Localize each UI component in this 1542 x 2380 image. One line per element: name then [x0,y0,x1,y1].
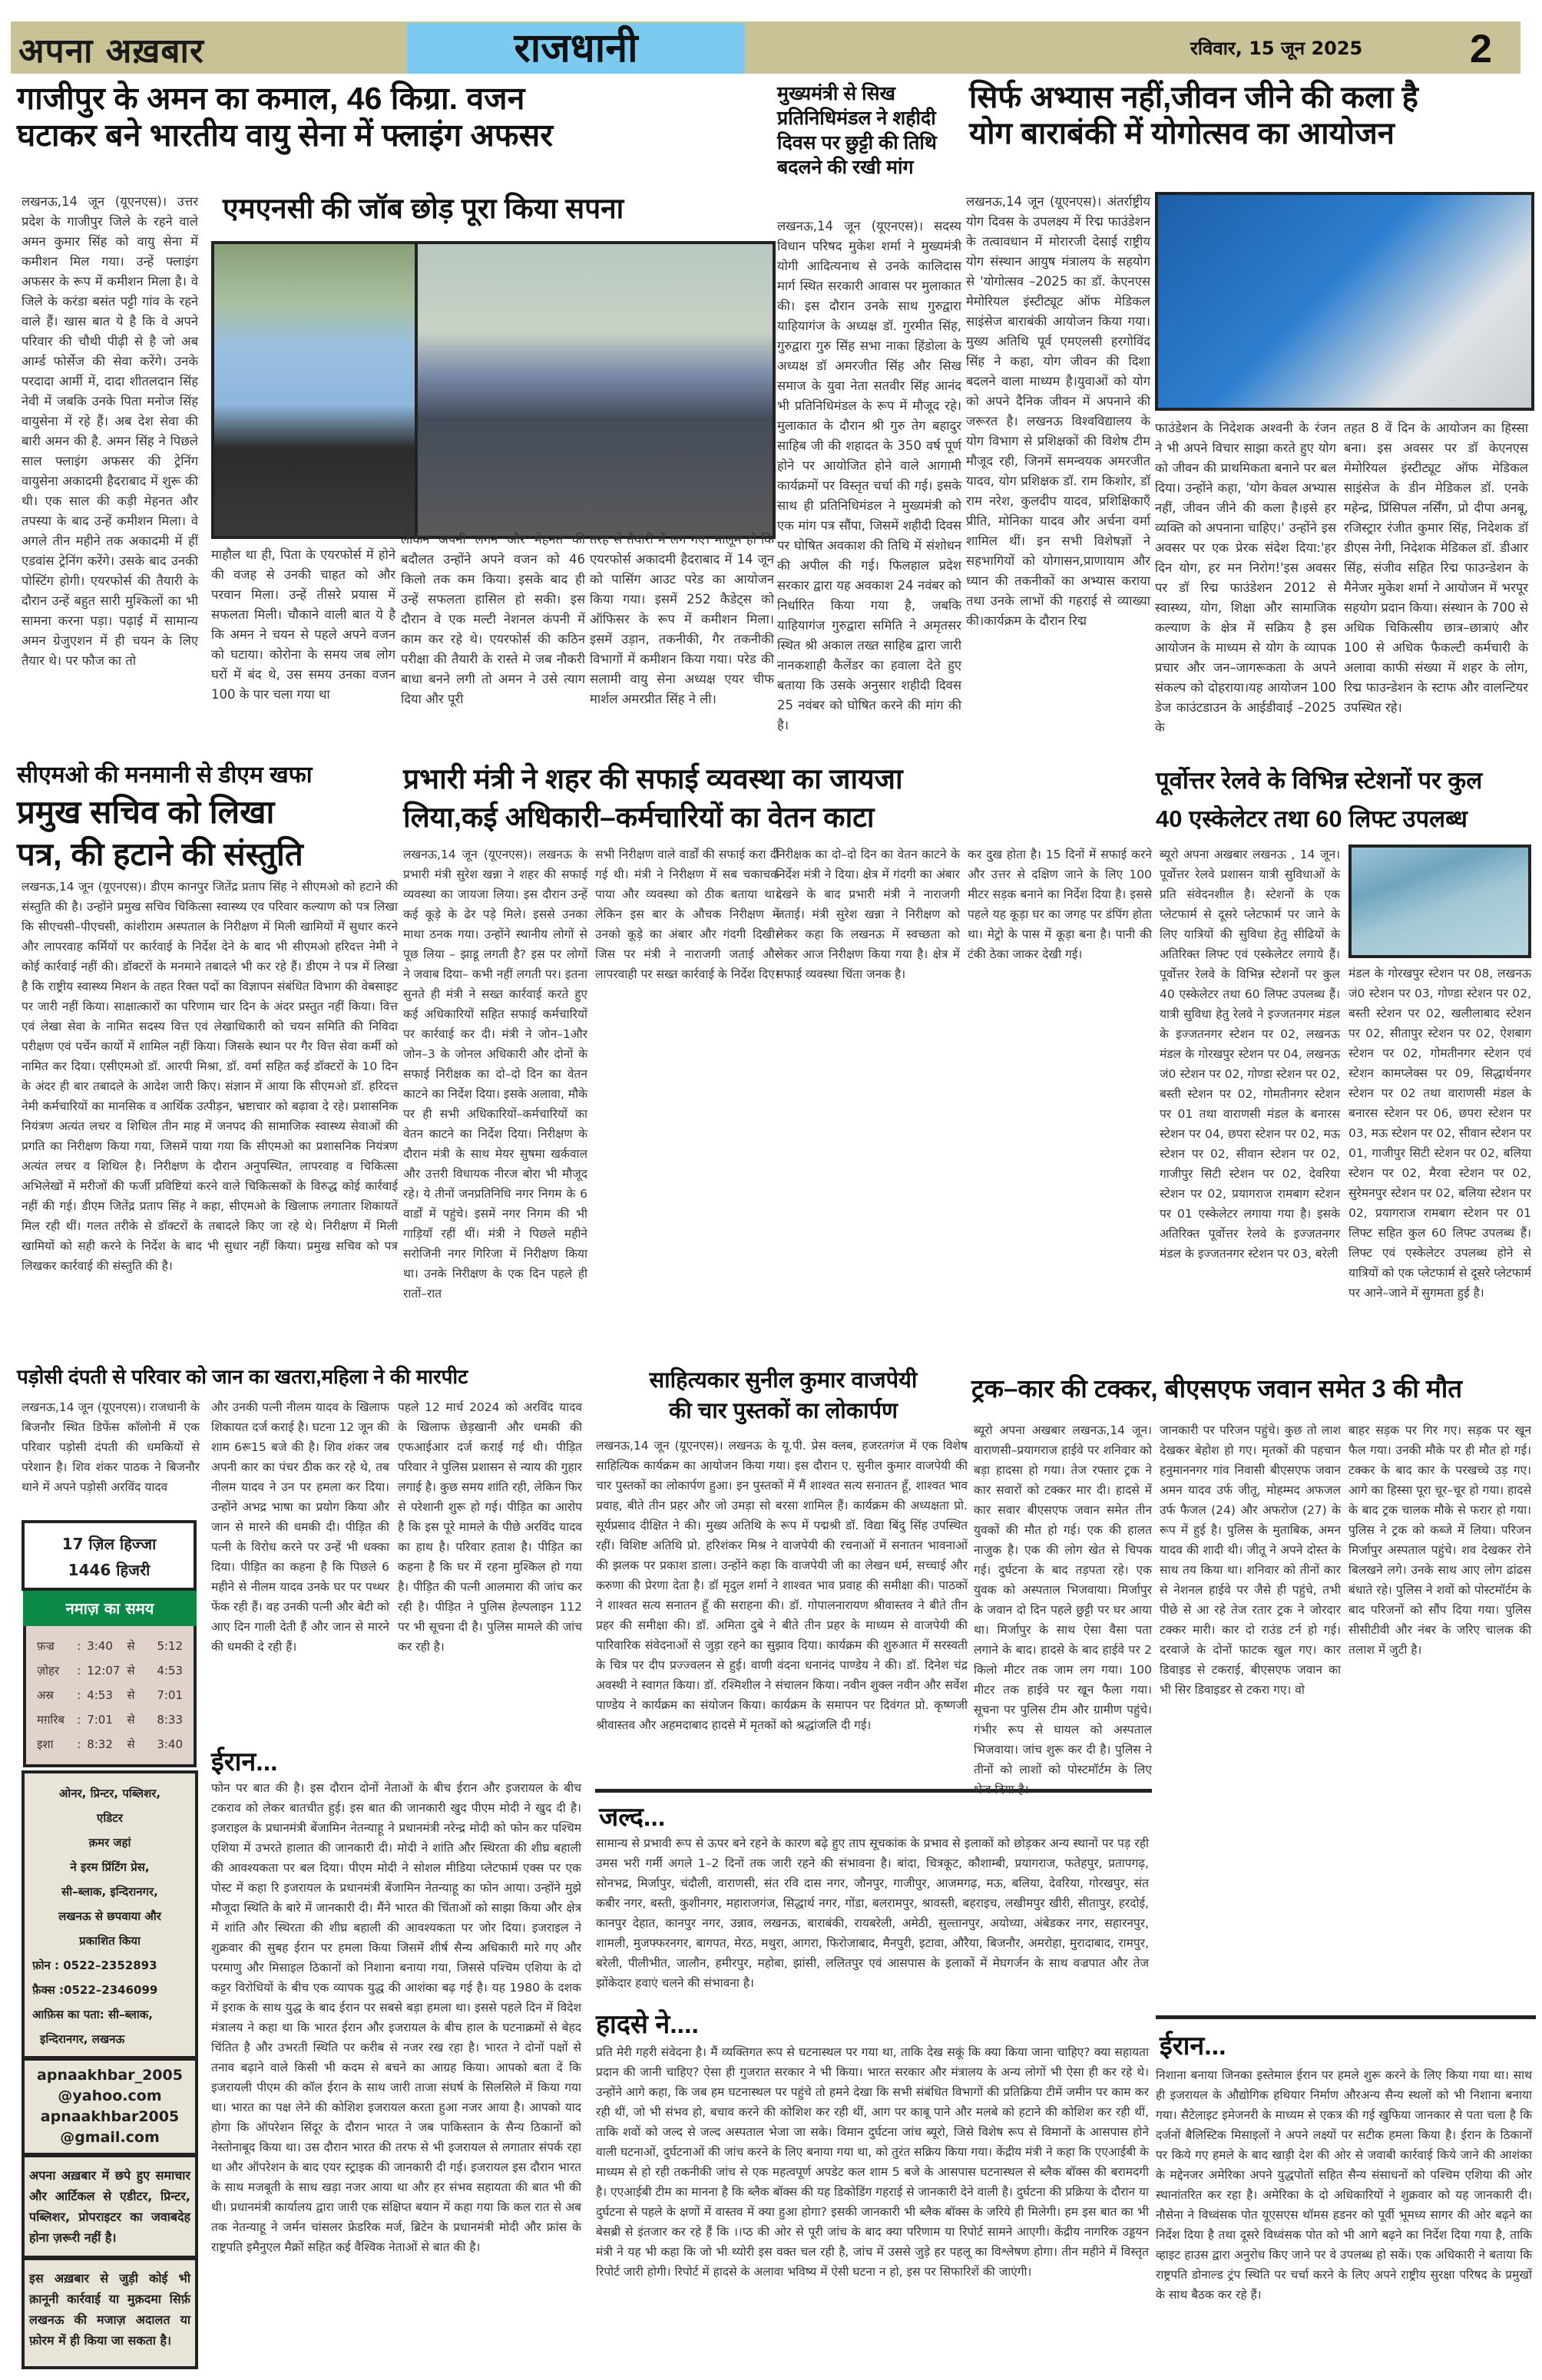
email-yahoo-user: apnaakhbar_2005 [37,2067,183,2084]
minister-col1: लखनऊ,14 जून (यूएनएस)। लखनऊ के प्रभारी मंत्री सुरेश खन्ना ने शहर की सफाई व्यवस्था का जायजा लिया। इस दौरान उन्हें कई कूड़े के ढेर पड़े मिले। इससे उनका माथा ठनक गया। उन्होंने स्थानीय लोगों से पूछ लिया – झाडू लगती है? इस पर लोगों ने जवाब दिया– कभी नहीं लगती पर। इतना सुनते ही मंत्री ने सख्त कार्रवाई करते हुए कई अधिकारियों सहित सफाई कर्मचारियों पर कार्रवाई कर दी। मंत्री ने जोन–1और जोन–3 के जोनल अधिकारी और दोनों के सफाई निरीक्षक का दो–दो दिन का वेतन काटने का निर्देश दिया। इसके अलावा, मौके पर ही सभी अधिकारियों–कर्मचारियों का वेतन काटने का निर्देश दिया। निरीक्षण के दौरान मंत्री के साथ मेयर सुषमा खर्कवाल और उत्तरी विधायक नीरज बोरा भी मौजूद रहे। ये तीनों जनप्रतिनिधि नगर निगम के 6 वार्डों में पहुंचे। इसमें नगर निगम की भी गाड़ियाँ रहीं थीं। मंत्री ने पिछले महीने सरोजिनी नगर गिरिजा में निरीक्षण किया था। उनके निरीक्षण के एक दिन पहले ही रातों–रात [403,848,587,1301]
prayer-from: 8:32 [87,1737,113,1751]
yoga-headline-line1: सिर्फ अभ्यास नहीं,जीवन जीने की कला है [969,81,1418,114]
sikh-body: लखनऊ,14 जून (यूएनएस)। सदस्य विधान परिषद मुकेश शर्मा ने मुख्यमंत्री योगी आदित्यनाथ से उनके कालिदास मार्ग स्थित सरकारी आवास पर मुलाकात की। इस दौरान उनके साथ गुरुद्वारा याहियागंज के अध्यक्ष डॉ. गुरमीत सिंह, गुरुद्वारा गुरु सिंह सभा नाका हिंडोला के अध्यक्ष डॉ अमरजीत सिंह और सिख समाज के युवा नेता सतवीर सिंह आनंद भी प्रतिनिधिमंडल के रूप में मौजूद रहे। मुलाकात के दौरान श्री गुरु तेग बहादुर साहिब जी की शहादत के 350 वर्ष पूर्ण होने पर आयोजित होने वाले आगामी कार्यक्रमों पर विस्तृत चर्चा की गई। इसके साथ ही प्रतिनिधिमंडल ने मुख्यमंत्री को एक मांग पत्र सौंपा, जिसमें शहीदी दिवस पर घोषित अवकाश की तिथि में संशोधन की अपील की गई। फिलहाल प्रदेश सरकार द्वारा यह अवकाश 24 नवंबर को निर्धारित किया गया है, जबकि याहियागंज गुरुद्वारा समिति ने अमृतसर स्थित श्री अकाल तख्त साहिब द्वारा जारी नानकशाही कैलेंडर का हवाला देते हुए बताया कि उसके अनुसार शहीदी दिवस 25 नवंबर को घोषित करने की मांग की है। [777,219,961,732]
jurisdiction-notice: इस अख़बार से जुड़ी कोई भी क़ानूनी कार्रवाई या मुक़दमा सिर्फ़ लखनऊ की मजाज़ अदालत या फ़ोरम में ही किया जा सकता है। [29,2271,190,2348]
prayer-to: 4:53 [157,1664,183,1678]
imprint-office-city: इन्दिरानगर, लखनऊ [40,2032,125,2046]
prayer-row: ज़ोहर : 12:07 से 4:53 [37,1658,183,1683]
iran-continuation-body: फोन पर बात की है। इस दौरान दोनों नेताओं के बीच ईरान और इजरायल के बीच टकराव को लेकर बातचीत हुई। इस बात की जानकारी खुद पीएम मोदी ने खुद दी है। इजराइल के प्रधानमंत्री बेंजामिन नेतन्याहू ने प्रधानमंत्री नरेन्द्र मोदी को फोन कर पश्चिम एशिया में उभरते हालात की जानकारी दी। मोदी ने शांति और स्थिरता की शीघ्र बहाली की आवश्यकता पर बल दिया। पीएम मोदी ने सोशल मीडिया प्लेटफार्म एक्स पर एक पोस्ट में कहा रि इजरायल के प्रधानमंत्री बेंजामिन नेतन्याहू का फोन आया। उन्होंने मुझे मौजूदा स्थिति के बारे में जानकारी दी। मैंने भारत की चिंताओं को साझा किया और क्षेत्र में शांति और स्थिरता की शीघ्र बहाली की आवश्यकता पर जोर दिया। इजराइल ने शुक्रवार की सुबह ईरान पर हमला किया जिसमें शीर्ष सैन्य अधिकारी मारे गए और परमाणु और मिसाइल ठिकानों को निशाना बनाया गया, जिससे पश्चिम एशिया के दो कट्टर विरोधियों के बीच एक व्यापक युद्ध की आशंका बढ़ गई है। यह 1980 के दशक में इराक के साथ युद्ध के बाद ईरान पर सबसे बड़ा हमला था। इससे पहले दिन में विदेश मंत्रालय ने कहा था कि भारत ईरान और इजरायल के बीच हाल के घटनाक्रमों से बेहद चिंतित है और उभरती स्थिति पर करीब से नजर रख रहा है। भारत ने दोनों पक्षों से तनाव बढ़ाने वाले किसी भी कदम से बचने का आग्रह किया। आपको बता दें कि इजरायली पीएम की कॉल ईरान के साथ जारी ताजा संघर्ष के सिलसिले में किया गया था। भारत का पक्ष लेने की कोशिश इजरायल करता हुआ नजर आया है। आपको याद होगा कि ऑपरेशन सिंदूर के दौरान भारत ने जब पाकिस्तान के सैन्य ठिकानों को नेस्तोनाबूद किया था। उस दौरान भारत की तरफ से भी इजरायल से लगातार संपर्क रहा था और ऑपरेशन के बाद एयर स्ट्राइक की जानकारी दी गई। इजरायल इस दौरान भारत के साथ मजबूती के साथ खड़ा नजर आया था और हर संभव सहायता की बात भी की थी। प्रधानमंत्री कार्यालय द्वारा जारी एक संक्षिप्त बयान में कहा गया कि कल रात से अब तक नेतन्याहू ने जर्मन चांसलर फ्रेडरिक मर्ज, ब्रिटेन के प्रधानमंत्री मोदी और फ्रांस के राष्ट्रपति इमैनुएल मैक्रों सहित कई वैश्विक नेताओं से बात की है। [211,1781,581,2254]
yoga-col3: तहत 8 वें दिन के आयोजन का हिस्सा बना। इस अवसर पर डॉ केएनएस मेमोरियल इंस्टीट्यूट ऑफ मेडिकल साइंसेज के डीन मेडिकल डॉ. एनके महेन्द्र, प्रिंसिपल नर्सिंग, प्रो दीपा अनबू, रजिस्ट्रार रंजीत कुमार सिंह, निदेशक डॉ डीएस नेगी, निदेशक मेडिकल डॉ. डीआर सिंह, संजीव सहित रिद्म फाउन्डेशन के मैनेजर मुकेश शर्मा ने आयोजन में भरपूर सहयोग प्रदान किया। संस्थान के 700 से अधिक चिकित्सीय छात्र–छात्राएं और 100 से अधिक फैकल्टी कर्मचारी के अलावा काफी संख्या में शहर के लोग, रिद्म फाउन्डेशन के स्टाफ और वालन्टियर उपस्थित रहे। [1344,421,1528,715]
imprint-divider [22,2153,198,2157]
namaz-title: नमाज़ का समय [23,1591,197,1626]
iran-continuation-label: ईरान... [211,1747,278,1777]
cmo-headline-line2: प्रमुख सचिव को लिखा [17,794,275,830]
newspaper-name: अपना अख़बार [18,31,204,71]
airforce-subhead: एमएनसी की जॉब छोड़ पूरा किया सपना [223,193,624,224]
imprint-owner-name: क़मर जहां [88,1836,131,1849]
section-divider [595,1789,1152,1793]
prayer-name: अस्र [37,1688,54,1702]
prayer-se: से [127,1639,135,1653]
minister-col4: कर दुख होता है। 15 दिनों में सफाई करने और उत्तर से दक्षिण जाने के लिए 100 मीटर सड़क बनाने का निर्देश दिया है। इससे पहले यह कूड़ा घर का जगह पर डंपिंग होता था। मेट्रो के पास में कूड़ा बना है। पानी की टंकी ठेका जाकर देखी गई। [968,848,1152,961]
email-gmail-user: apnaakhbar2005 [40,2108,180,2125]
minister-headline [403,760,1171,837]
truck-col3: बाहर सड़क पर गिर गए। सड़क पर खून फैल गया। उनकी मौके पर ही मौत हो गई। टक्कर के बाद कार के परखच्चे उड़ गए। आगे का हिस्सा पूरा चूर–चूर हो गया। हादसे के बाद ट्रक चालक मौके से फरार हो गया। पुलिस ने ट्रक को कब्जे में लिया। परिजन मिर्जापुर अस्पताल पहुंचे। शव देखकर रोने बिलखने लगे। उनके साथ आए लोग ढांढस बंधाते रहे। पुलिस ने शवों को पोस्टमॉर्टम के बाद परिजनों को सौंप दिया गया। पुलिस सीसीटीवी और नंबर के जरिए चालक की तलाश में जुटी है। [1348,1423,1531,1657]
imprint-roles: ओनर, प्रिन्टर, पब्लिशर, [58,1787,161,1800]
prayer-name: इशा [37,1737,54,1751]
hijri-year: 1446 हिजरी [68,1561,151,1579]
hadse-continuation-label: हादसे ने.... [596,2010,699,2039]
station-escalator-photo [1348,845,1531,958]
prayer-name: मग़रिब [37,1713,65,1727]
truck-col2: जानकारी पर परिजन पहुंचे। कुछ तो लाश देखकर बेहोश हो गए। मृतकों की पहचान हनुमाननगर गांव निवासी बीएसएफ जवान अमन यादव उर्फ जीतू, मोहम्मद अफजल उर्फ फैजल (24) और अफरोज (27) के रूप में हुई है। पुलिस के मुताबिक, अमन यादव की शादी थी। जीतू ने अपने दोस्त के साथ तय किया था। शनिवार को तीनों कार से नेशनल हाईवे पर जैसे ही पहुंचे, तभी पीछे से आ रहे तेज रतार ट्रक ने जोरदार टक्कर मारी। कार दो राउंड टर्न हो गई। दरवाजे के दोनों फाटक खुल गए। कार डिवाइड से टकराई, बीएसएफ जवान का भी सिर डिवाइडर से टकरा गए। वो [1160,1423,1341,1697]
minister-col2: सभी निरीक्षण वाले वार्डों की सफाई करा दी गई थी। मंत्री ने निरीक्षण में सब चकाचक पाया और व्यवस्था को ठीक बताया था। लेकिन इस बार के औचक निरीक्षण में उनको कूड़े का अंबार और गंदगी दिखी। जिस पर मंत्री ने नाराजगी जताई और लापरवाही पर सख्त कार्रवाई के निर्देश दिए। [595,848,779,981]
railway-col1: ब्यूरो अपना अखबार लखनऊ , 14 जून। पूर्वोत्तर रेलवे प्रशासन यात्री सुविधाओं के प्रति संवेदनशील है। स्टेशनों के एक प्लेटफार्म से दूसरे प्लेटफार्म पर जाने के लिए यात्रियों की सुविधा हेतु सीढियों के अतिरिक्त लिफ्ट एवं एस्केलेटर लगाये हैं। पूर्वोत्तर रेलवे के विभिन्न स्टेशनों पर कुल 40 एस्केलेटर तथा 60 लिफ्ट उपलब्ध हैं। यात्री सुविधा हेतु रेलवे ने इज्जतनगर मंडल के इज्जतनगर स्टेशन पर 02, लखनऊ मंडल के गोरखपुर स्टेशन पर 04, लखनऊ जं0 स्टेशन पर 02, गोण्डा स्टेशन पर 02, बस्ती स्टेशन पर 02, गोमतीनगर स्टेशन पर 01 तथा वाराणसी मंडल के बनारस स्टेशन पर 04, छपरा स्टेशन पर 02, मऊ स्टेशन पर 02, सीवान स्टेशन पर 02, गाजीपुर सिटी स्टेशन पर 02, देवरिया स्टेशन पर 02, प्रयागराज रामबाग स्टेशन पर 01 एस्केलेटर लगाया गया है। इसके अतिरिक्त पूर्वोत्तर रेलवे के इज्जतनगर मंडल के इज्जतनगर स्टेशन पर 03, बरेली [1160,848,1340,1261]
yoga-headline-line2: योग बाराबंकी में योगोत्सव का आयोजन [969,117,1395,151]
yoga-col2: फाउंडेशन के निदेशक अश्वनी के रंजन ने भी अपने विचार साझा करते हुए योग को जीवन की प्राथमिकता बनाने पर बल दिया। उन्होंने कहा, 'योग केवल अभ्यास नहीं, जीवन जीने की कला है।इसे हर व्यक्ति को अपनाना चाहिए।' उन्होंने इस अवसर पर एक प्रेरक संदेश दिया:'हर दिन योग, हर मन निरोग!'इस अवसर पर डॉ रिद्म फाउंडेशन 2012 से स्वास्थ्य, योग, शिक्षा और सामाजिक कल्याण के क्षेत्र में सक्रिय है इस आयोजन के माध्यम से योग के व्यापक प्रचार और जन–जागरूकता के अपने संकल्प को दोहराया।यह आयोजन 100 डेज काउंटडाउन के आईडीवाई –2025 के [1155,421,1336,735]
prayer-row: मग़रिब : 7:01 से 8:33 [37,1707,183,1732]
prayer-to: 3:40 [157,1737,183,1751]
books-headline-line1: साहित्यकार सुनील कुमार वाजपेयी [649,1368,918,1393]
issue-date: रविवार, 15 जून 2025 [1190,38,1363,59]
airforce-family-photo [415,241,776,539]
email-gmail-domain: @gmail.com [60,2129,160,2146]
airforce-col1: लखनऊ,14 जून (यूएनएस)। उत्तर प्रदेश के गाजीपुर जिले के रहने वाले अमन कुमार सिंह को वायु सेना में कमीशन मिल गया। उन्हें फ्लाइंग अफसर के रूप में कमीशन मिला है। वे जिले के करंडा बसंत पट्टी गांव के रहने वाले हैं। खास बात ये है कि वे अपने परिवार की चौथी पीढ़ी से है जो अब आर्म्ड फोर्सेज की सेवा करेंगे। उनके परदादा आर्मी में, दादा शीतलदान सिंह नेवी में जबकि उनके पिता मनोज सिंह वायुसेना में रहे हैं। अब देश सेवा की बारी अमन की है. अमन सिंह ने पिछले साल फ्लाइंग अफसर की ट्रेनिंग वायुसेना अकादमी हैदराबाद में शुरू की थी। एक साल की कड़ी मेहनत और तपस्या के बाद उन्हें कमीशन मिला। वे अगले तीन महीने तक अकादमी में हीं एडवांस ट्रेनिंग करेंगे। उसके बाद उनकी पोस्टिंग होगी। एयरफोर्स की तैयारी के दौरान उन्हें बहुत सारी मुश्किलों का भी सामना करना पड़ा। पढ़ाई में सामान्य अमन ग्रेजुएशन में ही चयन के लिए तैयार थे। पर फौज का तो [22,194,198,668]
yoga-headline [969,80,1530,152]
airforce-col4: तरह से तैयारी में लग गए। मालूम हो कि एयरफोर्स अकादमी हैदराबाद में 14 जून को पासिंग आउट परेड का आयोजन किया गया। इसमें 252 कैडेट्स को ऑफिसर के रूप में कमीशन मिला। इसमें उड़ान, तकनीकी, गैर तकनीकी विभागों में कमीशन किया गया। परेड की सलामी वायु सेना अध्यक्ष एयर चीफ मार्शल अमरप्रीत सिंह ने ली। [590,532,774,706]
cmo-headline-line1: सीएमओ की मनमानी से डीएम खफा [17,762,313,788]
cmo-headline-rest [17,791,401,875]
hadse-continuation-body: प्रति मेरी गहरी संवेदना है। मैं व्यक्तिगत रूप से घटनास्थल पर गया था, ताकि देख सकूं कि क्या किया जाना चाहिए? क्या सहायता प्रदान की जानी चाहिए? ऐसा ही गुजरात सरकार ने भी किया। भारत सरकार और मंत्रालय के अन्य लोगों भी ऐसा ही कर रहे थे। उन्होंने आगे कहा, कि जब हम घटनास्थल पर पहुंचे तो हमने देखा कि सभी संबंधित विभागों की प्रतिक्रिया टीमें जमीन पर काम कर रही थीं, जो भी संभव हो, बचाव करने की कोशिश कर रही थीं, आग पर काबू पाने और मलबे को हटाने की कोशिश कर रही थीं, ताकि शवों को जल्द से जल्द अस्पताल भेजा जा सके। विमान दुर्घटना जांच ब्यूरो, जिसे विशेष रूप से विमानों के आसपास होने वाली घटनाओं, दुर्घटनाओं की जांच करने के लिए बनाया गया था, को तुरंत सक्रिय किया गया। केंद्रीय मंत्री ने कहा कि एएआईबी के माध्यम से हो रही तकनीकी जांच से एक महत्वपूर्ण अपडेट कल शाम 5 बजे के आसपास घटनास्थल से ब्लैक बॉक्स की बरामदगी है। एएआईबी टीम का मानना है कि ब्लैक बॉक्स की यह डिकोडिंग गहराई से जानकारी देने वाली है। दुर्घटना की प्रक्रिया के दौरान या दुर्घटना से पहले के क्षणों में वास्तव में क्या हुआ होगा? इसकी जानकारी भी ब्लैक बॉक्स के जरिये ही मिलेगी। हम इस बात का भी बेसब्री से इंतजार कर रहे हैं कि ।।प्ठ की ओर से पूरी जांच के बाद क्या परिणाम या रिपोर्ट सामने आएगी। केंद्रीय नागरिक उड्डयन मंत्री ने यह भी कहा कि जो भी थ्योरी इस वक्त चल रही है, जांच में उससे जुड़े हर पहलू का विश्लेषण होगा। तीन महीने में विस्तृत रिपोर्ट जारी होगी। रिपोर्ट में हादसे के अलावा भविष्य में ऐसी घटना न हो, इस पर सिफारिशें की जाएंगी। [596,2045,1149,2279]
books-headline [599,1365,968,1426]
section-divider [1156,2015,1536,2019]
prayer-from: 3:40 [87,1639,113,1653]
prayer-se: से [127,1664,135,1678]
airforce-col2: माहौल था ही, पिता के एयरफोर्स में होने की वजह से उनकी चाहत को और परवान मिला। उन्हें तीसरे प्रयास में सफलता मिली। चौकाने वाली बात ये है कि अमन ने चयन से पहले अपने वजन को घटाया। कोरोना के समय जब लोग घरों में बंद थे, उस समय उनका वजन 100 के पार चला गया था [211,547,395,702]
prayer-se: से [127,1713,135,1727]
imprint-press-address: सी–ब्लाक, इन्दिरानगर, [61,1885,158,1899]
books-body: लखनऊ,14 जून (यूएनएस)। लखनऊ के यू.पी. प्रेस क्लब, हजरतगंज में एक विशेष साहित्यिक कार्यक्रम का आयोजन किया गया। इस दौरान ए. सुनील कुमार वाजपेयी की चार पुस्तकों का लोकार्पण हुआ। इन पुस्तकों में मैं शाश्वत सत्य सनातन हूँ, शाश्वत भाव प्रवाह, बीते तीन प्रहर और जो उमड़ा सो बरसा शामिल हैं। कार्यक्रम की अध्यक्षता प्रो. सूर्यप्रसाद दीक्षित ने की। मुख्य अतिथि के रूप में पद्मश्री डॉ. विद्या बिंदु सिंह उपस्थित रहीं। विशिष्ट अतिथि प्रो. हरिशंकर मिश्र ने वाजपेयी की रचनाओं में सनातन भावनाओं की झलक पर प्रकाश डाला। उन्होंने कहा कि वाजपेयी जी का लेखन धर्म, सच्चाई और करुणा की प्रेरणा देता है। डॉ मृदुल शर्मा ने शाश्वत भाव प्रवाह की समीक्षा की। पाठकों ने शाश्वत सत्य सनातन हूँ की सराहना की। डॉ. गोपालनारायण श्रीवास्तव ने बीते तीन प्रहर की समीक्षा की। डॉ. अमिता दुबे ने बीते तीन प्रहर के माध्यम से वाजपेयी की पारिवारिक संवेदनाओं से जुड़ा रहने का सुझाव दिया। कार्यक्रम की शुरुआत में सरस्वती के चित्र पर दीप प्रज्ज्वलन से हुई। वाणी वंदना धनानंद पाण्डेय ने की। डॉ. दिनेश चंद्र अवस्थी ने स्वागत किया। डॉ. रश्मिशील ने संचालन किया। नवीन शुक्ल नवीन और सर्वेश पाण्डेय ने कार्यक्रम का संयोजन किया। कार्यक्रम के समापन पर दिवंगत प्रो. कृष्णजी श्रीवास्तव और अहमदाबाद हादसे में मृतकों को श्रद्धांजलि दी गई। [596,1439,968,1732]
minister-headline-line1: प्रभारी मंत्री ने शहर की सफाई व्यवस्था का जायजा [403,763,903,795]
airforce-headline-line1: गाजीपुर के अमन का कमाल, 46 किग्रा. वजन [17,81,525,116]
cmo-headline-line3: पत्र, की हटाने की संस्तुति [17,836,303,872]
prayer-name: ज़ोहर [37,1664,60,1678]
prayer-name: फ़ज्र [37,1639,55,1653]
prayer-from: 7:01 [87,1713,113,1727]
hijri-date-box [22,1520,197,1591]
prayer-from: 4:53 [87,1688,113,1702]
neighbour-col2: और उनकी पत्नी नीलम यादव के खिलाफ शिकायत दर्ज कराई है। घटना 12 जून की शाम 6रू15 बजे की है। शिव शंकर जब अपनी कार का पंचर ठीक कर रहे थे, तब नीलम यादव ने उन पर हमला कर दिया। उन्होंने अभद्र भाषा का प्रयोग किया और जान से मारने की धमकी दी। पीड़ित की पत्नी के विरोध करने पर उन्हें भी धक्का दिया। पीड़ित का कहना है कि पिछले 6 महीने से नीलम यादव उनके घर पर पथ्थर फेंक रही हैं। वह उनकी पत्नी और बेटी को आए दिन गाली देती हैं और जान से मारने की धमकी दे रही हैं। [211,1400,389,1654]
prayer-row: फ़ज्र : 3:40 से 5:12 [37,1634,183,1658]
airforce-headline [17,80,777,154]
prayer-row: अस्र : 4:53 से 7:01 [37,1683,183,1707]
jald-continuation-label: जल्द... [599,1803,666,1832]
iran2-continuation-label: ईरान... [1160,2031,1226,2061]
imprint-published: प्रकाशित किया [79,1934,141,1948]
page-number: 2 [1470,27,1492,71]
neighbour-headline: पड़ोसी दंपती से परिवार को जान का खतरा,महिला ने की मारपीट [17,1365,468,1388]
imprint-press: ने इरम प्रिंटिंग प्रेस, [70,1860,150,1874]
airforce-headline-line2: घटाकर बने भारतीय वायु सेना में फ्लाइंग अफसर [17,117,553,154]
prayer-se: से [127,1688,135,1702]
truck-col1: ब्यूरो अपना अखबार लखनऊ,14 जून। वाराणसी–प्रयागराज हाईवे पर शनिवार को बड़ा हादसा हो गया। तेज रफ्तार ट्रक ने कार सवारों को टक्कर मार दी। हादसे में कार सवार बीएसएफ जवान समेत तीन युवकों की मौत हो गई। एक की हालत नाजुक है। एक की लोग खेत से चिपक गई। दुर्घटना के बाद तड़पता रहे। एक युवक को अस्पताल भिजवाया। मिर्जापुर के जवान दो दिन पहले छुट्टी पर घर आया था। मिर्जापुर के साथ ऐसा वैसा पता लगाने के बाद। हादसे के बाद हाईवे पर 2 किलो मीटर तक जाम लग गया। 100 मीटर तक हाईवे पर खून फैला गया। सूचना पर पुलिस टीम और ग्रामीण पहुंचे। गंभीर रूप से घायल को अस्पताल भिजवाया। जांच शुरू कर दी है। पुलिस ने तीनों को लाशों को पोस्टमॉर्टम के लिए भेज दिया है। [974,1423,1152,1797]
truck-headline: ट्रक–कार की टक्कर, बीएसएफ जवान समेत 3 की मौत [971,1374,1463,1403]
cmo-body: लखनऊ,14 जून (यूएनएस)। डीएम कानपुर जितेंद्र प्रताप सिंह ने सीएमओ को हटाने की संस्तुति की है। उन्होंने प्रमुख सचिव चिकित्सा स्वास्थ्य एव परिवार कल्याण को पत्र लिखा कि सीएचसी–पीएचसी, कांशीराम अस्पताल के निरीक्षण में मिली खामियों में सुधार करने और लापरवाह कर्मियों पर कार्रवाई के निर्देश देने के बाद भी सीएमओ हरिदत्त नेमी ने कोई कार्रवाई नहीं की। डॉक्टरों के मनमाने तबादले भी कर रहे हैं। डीएम ने पत्र में लिखा है कि राष्ट्रीय स्वास्थ्य मिशन के तहत रिक्त पदों का विज्ञापन संबंधित विभाग की वेबसाइट पर जारी नहीं किया। साक्षात्कारों का परिणाम चार दिन के अंदर प्रस्तुत नहीं किया। वित्त एवं लेखा सेवा के नामित सदस्य वित्त एवं लेखाधिकारी को चयन समिति की निविदा परीक्षण एवं पर्चेन कार्यो में शामिल नहीं किया। जिसके स्थान पर गैर वित्त सेवा कर्मी को नामित कर दिया। एसीएमओ डॉ. आरपी मिश्रा, डॉ. वर्मा सहित कई डॉक्टरों के 10 दिन के अंदर ही बार तबादले के आदेश जारी किए। संज्ञान में आया कि सीएमओ डॉ. हरिदत्त नेमी कर्मचारियों का मानसिक व आर्थिक उत्पीड़न, भ्रष्टाचार को बढ़ावा दे रहे। प्रशासनिक नियंत्रण अत्यंत लचर व शिथिल तीन माह में जनपद की सामाजिक स्वास्थ्य सेवाओं की प्रगति का निरीक्षण किया गया, जिसमें पाया गया कि सीएमओ का प्रशासनिक नियंत्रण अत्यंत लचर व शिथिल है। निरीक्षण के दौरान अनुपस्थित, लापरवाह व चिकित्सा अभिलेखों में मरीजों की फर्जी प्रविष्टियां करने वाले चिकित्सकों के विरुद्ध कोई कार्रवाई नहीं की गई। डीएम जितेंद्र प्रताप सिंह ने कहा, सीएमओ के खिलाफ लगातार शिकायतें मिल रही थीं। गलत तरीके से डॉक्टरों के तबादले किए जा रहे थे। निरीक्षण में मिली खामियों को सही करने के निर्देश के बाद भी सुधार नहीं किया। प्रमुख सचिव को पत्र लिखकर कार्रवाई की संस्तुति की है। [22,880,398,1273]
email-gmail[interactable] [25,2107,195,2148]
airforce-cadets-photo [211,241,419,539]
imprint-box [22,1770,198,2369]
minister-headline-line2: लिया,कई अधिकारी–कर्मचारियों का वेतन काटा [403,802,875,833]
books-headline-line2: की चार पुस्तकों का लोकार्पण [668,1399,898,1423]
imprint-printed: लखनऊ से छपवाया और [58,1909,161,1923]
railway-col2: मंडल के गोरखपुर स्टेशन पर 08, लखनऊ जं0 स्टेशन पर 03, गोण्डा स्टेशन पर 02, बस्ती स्टेशन पर 02, खलीलाबाद स्टेशन पर 02, सीतापुर स्टेशन पर 02, ऐशबाग स्टेशन पर 02, गोमतीनगर स्टेशन एवं स्टेशन कामप्लेक्स पर 09, सिद्धार्थनगर स्टेशन पर 02 तथा वाराणसी मंडल के बनारस स्टेशन पर 06, छपरा स्टेशन पर 03, मऊ स्टेशन पर 02, सीवान स्टेशन पर 01, गाजीपुर सिटी स्टेशन पर 02, बलिया स्टेशन पर 02, मैरवा स्टेशन पर 02, सुरेमनपुर स्टेशन पर 02, बलिया स्टेशन पर 02, प्रयागराज रामबाग स्टेशन पर 01 लिफ्ट सहित कुल 60 लिफ्ट उपलब्ध हैं। लिफ्ट एवं एस्केलेटर उपलब्ध होने से यात्रियों को एक प्लेटफार्म से दूसरे प्लेटफार्म पर आने–जाने में सुगमता हुई है। [1348,967,1531,1300]
prayer-to: 7:01 [157,1688,183,1702]
imprint-editor: एडिटर [97,1811,123,1825]
railway-headline-line1: पूर्वोत्तर रेलवे के विभिन्न स्टेशनों पर कुल [1156,767,1483,794]
prayer-row: इशा : 8:32 से 3:40 [37,1732,183,1757]
imprint-phone: फ़ोन : 0522–2352893 [32,1959,157,1972]
jald-continuation-body: सामान्य से प्रभावी रूप से ऊपर बने रहने के कारण बढ़े हुए ताप सूचकांक के प्रभाव से इलाकों को छोड़कर अन्य स्थानों पर पड़ रही उमस भरी गर्मी अगले 1–2 दिनों तक जारी रहने की संभावना है। बांदा, चित्रकूट, कौशाम्बी, प्रयागराज, फतेहपुर, प्रतापगढ़, सोनभद्र, मिर्जापुर, चंदौली, वाराणसी, संत रवि दास नगर, जौनपुर, गाजीपुर, आजमगढ़, मऊ, बलिया, देवरिया, गोरखपुर, संत कबीर नगर, बस्ती, कुशीनगर, महाराजगंज, सिद्धार्थ नगर, गोंडा, बलरामपुर, श्रावस्ती, बहराइच, लखीमपुर खीरी, सीतापुर, हरदोई, कानपुर देहात, कानपुर नगर, उन्नाव, लखनऊ, बाराबंकी, रायबरेली, अमेठी, सुल्तानपुर, अयोध्या, अंबेडकर नगर, सहारनपुर, शामली, मुजफ्फरनगर, बागपत, मेरठ, मथुरा, आगरा, फिरोजाबाद, मैनपुरी, इटावा, औरैया, बिजनौर, अमरोहा, मुरादाबाद, रामपुर, बरेली, पीलीभीत, जालौन, हमीरपुर, महोबा, झांसी, ललितपुर एवं आसपास के इलाकों में मेघगर्जन के साथ वज्रपात और तेज झोंकेदार हवाएं चलने की संभावना है। [596,1836,1149,1990]
prayer-to: 8:33 [157,1713,183,1727]
email-yahoo[interactable] [25,2065,195,2107]
hijri-date: 17 ज़िल हिज्जा [61,1535,157,1553]
neighbour-col3: पहले 12 मार्च 2024 को अरविंद यादव के खिलाफ छेड़खानी और धमकी की एफआईआर दर्ज कराई गई थी। पीड़ित परिवार ने पुलिस प्रशासन से न्याय की गुहार लगाई है। कुछ समय शांति रही, लेकिन फिर से परेशानी शुरू हो गई। पीड़ित का आरोप है कि इस पूरे मामले के पीछे अरविंद यादव का हाथ है। परिवार हताश है। पीड़ित का कहना है कि घर में रहना मुश्किल हो गया है। पीड़ित की पत्नी आलमारा की जांच कर रही है। पीड़ित ने पुलिस हेल्पलाइन 112 पर भी सूचना दी है। पुलिस मामले की जांच कर रही है। [398,1400,582,1654]
section-title: राजधानी [407,23,745,74]
prayer-se: से [127,1737,135,1751]
email-yahoo-domain: @yahoo.com [58,2087,162,2104]
railway-headline [1156,762,1536,838]
imprint-divider [22,2256,198,2260]
imprint-office-address: आफ़िस का पता: सी–ब्लाक, [32,2008,153,2021]
liability-disclaimer: अपना अख़बार में छपे हुए समाचार और आर्टिकल से एडीटर, प्रिन्टर, पब्लिशर, प्रोपराइटर का जवाबदेह होना ज़रूरी नहीं है। [29,2168,190,2245]
prayer-from: 12:07 [87,1664,121,1678]
sikh-headline: मुख्यमंत्री से सिख प्रतिनिधिमंडल ने शहीदी दिवस पर छुट्टी की तिथि बदलने की रखी मांग [777,83,937,178]
iran2-continuation-body: निशाना बनाया जिनका इस्तेमाल ईरान पर हमले शुरू करने के लिए किया गया था। साथ ही इजरायल के औद्योगिक हथियार निर्माण औरअन्य सैन्य स्थलों को भी निशाना बनाया गया। सैटेलाइट इमेजनरी के माध्यम से एकत्र की गई खुफिया जानकार से पता चला है कि दर्जनों बैलिस्टिक मिसाइलों ने अपने लक्ष्यों पर सटीक हमला किया है। ईरान के ठिकानों पर किये गए हमले के बाद खाड़ी देश की ओर से जवाबी कार्रवाई किये जाने की आशंका के मद्देनजर अमेरिका अपने युद्धपोतों सहित सैन्य संसाधनों को पश्चिम एशिया की ओर स्थानांतरित कर रहा है। अमेरिका के दो अधिकारियों ने शुक्रवार को यह जानकारी दी। नौसेना ने विध्वंसक पोत यूएसएस थॉमस हडनर को पूर्वी भूमध्य सागर की ओर बढ़ने का निर्देश दिया है तथा दूसरे विध्वंसक पोत को भी आगे बढ़ने का निर्देश दिया गया है, ताकि व्हाइट हाउस द्वारा अनुरोध किए जाने पर वे उपलब्ध हो सकें। एक अधिकारी ने बताया कि राष्ट्रपति डोनाल्ड ट्रंप स्थिति पर चर्चा करने के लिए अपने राष्ट्रीय सुरक्षा परिषद के प्रमुखों के साथ बैठक कर रहे हैं। [1156,2068,1532,2302]
yoga-photo [1155,192,1534,411]
namaz-timetable [23,1626,197,1767]
minister-col3: निरीक्षक का दो–दो दिन का वेतन काटने के निर्देश मंत्री ने दिया। क्षेत्र में गंदगी का अंबार देखने के बाद प्रभारी मंत्री ने नाराजगी जताई। मंत्री सुरेश खन्ना ने निरीक्षण को लेकर कहा कि लखनऊ में स्वच्छता को लेकर आज निरीक्षण किया गया है। क्षेत्र में सफाई व्यवस्था चिंता जनक है। [776,848,960,981]
railway-headline-line2: 40 एस्केलेटर तथा 60 लिफ्ट उपलब्ध [1156,805,1468,832]
prayer-to: 5:12 [157,1639,183,1653]
imprint-fax: फ़ैक्स :0522–2346099 [32,1983,158,1997]
yoga-col1: लखनऊ,14 जून (यूएनएस)। अंतर्राष्ट्रीय योग दिवस के उपलक्ष्य में रिद्म फाउंडेशन के तत्वावधान में मोरारजी देसाई राष्ट्रीय योग संस्थान आयुष मंत्रालय के सहयोग से 'योगोत्सव –2025 का डॉ. केएनएस मेमोरियल इंस्टीट्यूट ऑफ मेडिकल साइंसेज बाराबंकी आयोजन किया गया। मुख्य अतिथि पूर्व एमएलसी हरगोविंद सिंह ने कहा, योग जीवन की दिशा बदलने वाला माध्यम है।युवाओं को योग को अपने दैनिक जीवन में अपनाने की जरूरत है। लखनऊ विश्वविद्यालय के योग विभाग से प्रशिक्षकों की विशेष टीम मौजूद रही, जिनमें समन्वयक अमरजीत यादव, योग प्रशिक्षक डॉ. राम किशोर, डॉ राम नरेश, कुलदीप यादव, प्रशिक्षिकाएँ प्रीति, मोनिका यादव और अर्चना वर्मा शामिल थीं। इन सभी विशेषज्ञों ने सहभागियों को योगासन,प्राणायाम और ध्यान की तकनीकों का अभ्यास कराया तथा उनके लाभों की गहराई से व्याख्या की।कार्यक्रम के दौरान रिद्म [966,194,1150,628]
imprint-divider [22,2056,198,2061]
airforce-col3: लेकिन अपनी लगन और मेहनत की बदौलत उन्होंने अपने वजन को 46 किलो तक कम किया। इसके बाद ही उन्हें सफलता हासिल हो सकी। इस दौरान वे एक मल्टी नेशनल कंपनी में काम कर रहे थे। एयरफोर्स की कठिन परीक्षा की तैयारी के रास्ते मे जब नौकरी बाधा बनने लगी तो अमन ने उसे त्याग दिया और पूरी [401,532,585,706]
neighbour-col1: लखनऊ,14 जून (यूएनएस)। राजधानी के बिजनौर स्थित डिफेंस कॉलोनी में एक परिवार पड़ोसी दंपती की धमकियों से परेशान है। शिव शंकर पाठक ने बिजनौर थाने में अपने पड़ोसी अरविंद यादव [22,1400,200,1494]
